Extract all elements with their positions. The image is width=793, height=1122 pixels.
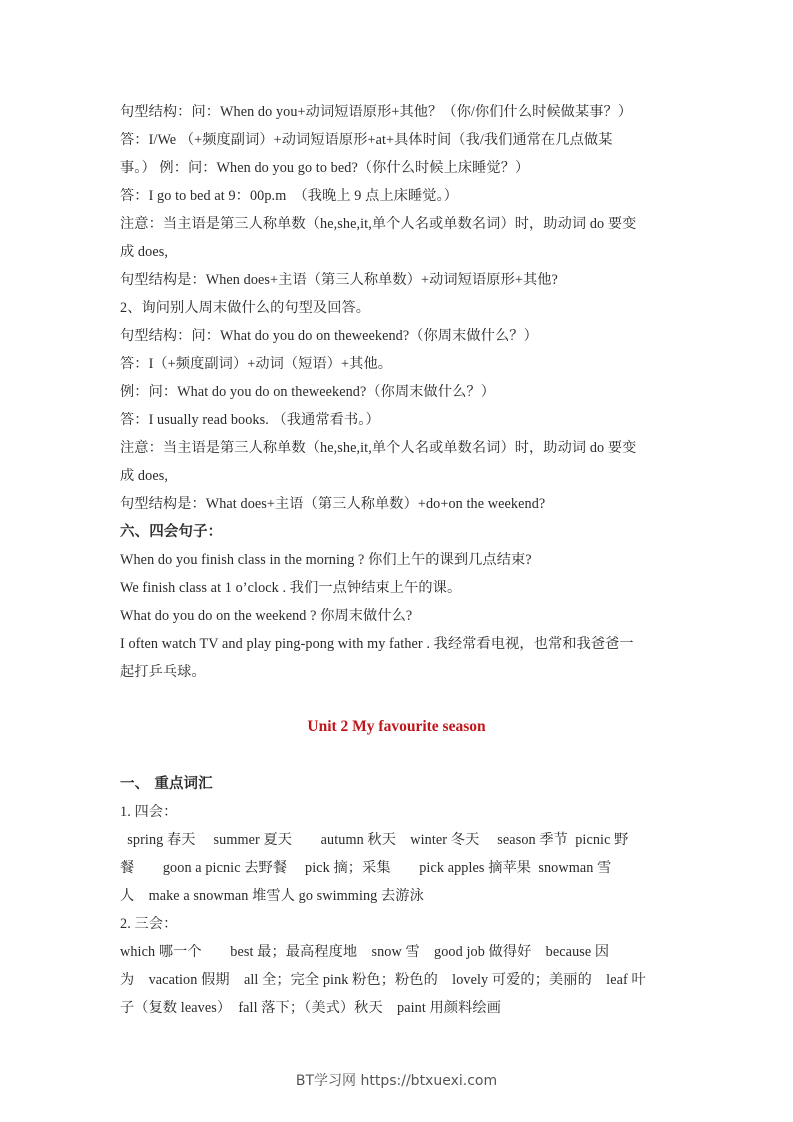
text-line: 答：I go to bed at 9：00p.m （我晚上 9 点上床睡觉。） (120, 188, 459, 204)
three-skill-label: 2. 三会： (120, 916, 178, 932)
text-line: 句型结构：问：When do you+动词短语原形+其他？（你/你们什么时候做某事？） (120, 104, 633, 120)
text-line: 成 does, (120, 244, 168, 260)
vocab-heading: 一、 重点词汇 (120, 776, 213, 792)
sentence-line: 起打乒乓球。 (120, 664, 206, 680)
text-line: 答：I/We （+频度副词）+动词短语原形+at+具体时间（我/我们通常在几点做某 (120, 132, 613, 148)
section-one (120, 98, 676, 686)
vocab-line: 为 vacation 假期 all 全；完全 pink 粉色；粉色的 lovely 可爱的；美丽的 leaf 叶 (120, 972, 646, 988)
text-line: 句型结构：问：What do you do on theweekend?（你周末做什么？） (120, 328, 538, 344)
sentence-line: What do you do on the weekend ? 你周末做什么? (120, 608, 413, 624)
text-line: 事。） 例：问：When do you go to bed?（你什么时候上床睡觉？） (120, 160, 530, 176)
text-line: 答：I usually read books. （我通常看书。） (120, 412, 380, 428)
sentence-line: I often watch TV and play ping-pong with my father . 我经常看电视，也常和我爸爸一 (120, 636, 634, 652)
text-line: 注意：当主语是第三人称单数（he,she,it,单个人名或单数名词）时，助动词 do 要变 (120, 216, 637, 232)
text-line: 例：问：What do you do on theweekend?（你周末做什么？） (120, 384, 495, 400)
text-line: 答：I（+频度副词）+动词（短语）+其他。 (120, 356, 393, 372)
unit-title: Unit 2 My favourite season (307, 718, 486, 735)
section-six-heading: 六、四会句子： (120, 524, 223, 540)
footer-watermark: BT学习网 https://btxuexi.com (295, 1073, 498, 1089)
text-line: 注意：当主语是第三人称单数（he,she,it,单个人名或单数名词）时，助动词 do 要变 (120, 440, 637, 456)
vocab-line: spring 春天 summer 夏天 autumn 秋天 winter 冬天 season 季节 picnic 野 (120, 832, 629, 848)
four-skill-label: 1. 四会： (120, 804, 178, 820)
sentence-line: When do you finish class in the morning ? 你们上午的课到几点结束? (120, 552, 532, 568)
vocab-line: 子（复数 leaves） fall 落下；（美式）秋天 paint 用颜料绘画 (120, 1000, 502, 1016)
vocab-line: which 哪一个 best 最；最高程度地 snow 雪 good job 做得好 because 因 (120, 944, 610, 960)
vocab-section (120, 770, 676, 1022)
vocab-line: 人 make a snowman 堆雪人 go swimming 去游泳 (120, 888, 424, 904)
text-line: 句型结构是：When does+主语（第三人称单数）+动词短语原形+其他? (120, 272, 558, 288)
text-line: 成 does, (120, 468, 168, 484)
text-line: 句型结构是：What does+主语（第三人称单数）+do+on the weekend? (120, 496, 546, 512)
vocab-line: 餐 goon a picnic 去野餐 pick 摘；采集 pick apples 摘苹果 snowman 雪 (120, 860, 612, 876)
text-line: 2、询问别人周末做什么的句型及回答。 (120, 300, 371, 316)
sentence-line: We finish class at 1 o’clock . 我们一点钟结束上午的课。 (120, 580, 462, 596)
